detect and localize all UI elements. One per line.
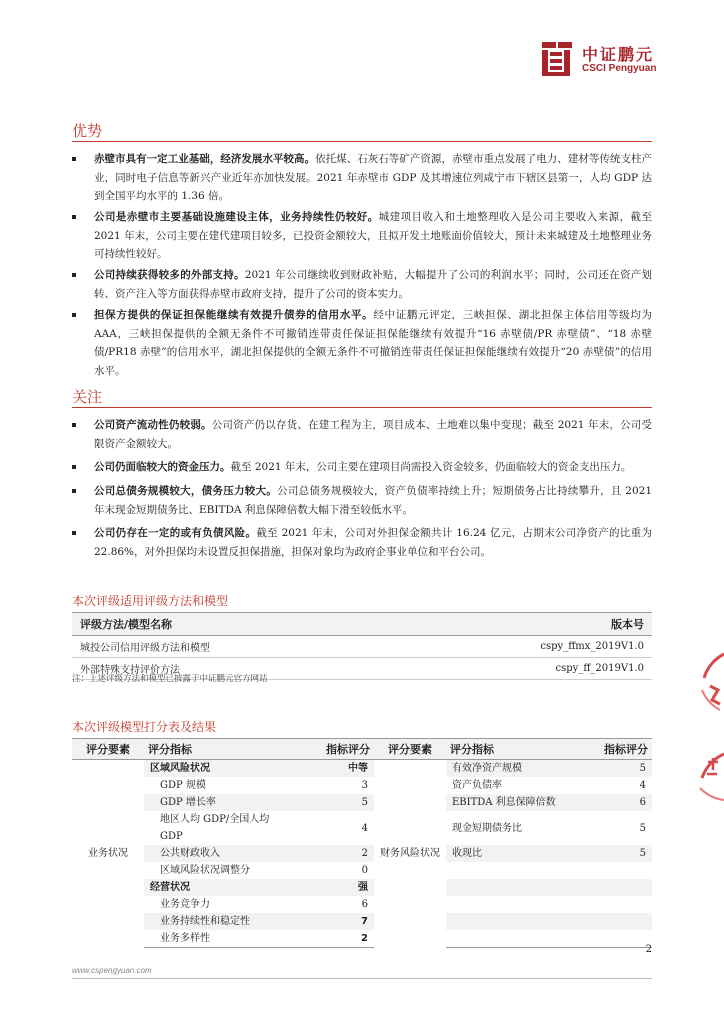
bullet-icon: [72, 423, 76, 427]
company-logo: [540, 40, 680, 80]
indicator-label: 经营状况: [150, 882, 190, 893]
concerns-divider: [72, 407, 652, 408]
group-label-business: 业务状况: [72, 760, 144, 948]
indicator-score: 6: [361, 899, 368, 910]
column-header: 评分要素: [374, 739, 446, 760]
bullet-icon: [72, 465, 76, 469]
strength-item-2: [72, 208, 652, 264]
table-row: [72, 845, 652, 862]
empty-cell: [446, 862, 582, 879]
indicator-label: 区域风险状况调整分: [160, 865, 250, 876]
method-name-cell: 城投公司信用评级方法和模型: [72, 636, 391, 658]
indicator-score: 4: [639, 780, 646, 791]
empty-cell: [446, 879, 582, 896]
strength-item-3: [72, 266, 652, 303]
bullet-icon: [72, 531, 76, 535]
group-label-financial: 财务风险状况: [374, 760, 446, 948]
empty-cell: [582, 879, 652, 896]
scores-heading: 本次评级模型打分表及结果: [72, 720, 217, 734]
indicator-label: 现金短期债务比: [452, 822, 522, 834]
indicator-label: GDP 增长率: [160, 797, 216, 808]
concern-item-3: [72, 482, 652, 519]
strength-headline: 赤壁市具有一定工业基础，经济发展水平较高。: [94, 153, 316, 165]
strength-detail: 经中证鹏元评定，三峡担保、湖北担保主体信用等级均为 AAA，三峡担保提供的全额无条件不可撤销连带责任保证担保能继续有效提升“16 赤壁债/PR 赤壁债”、“18 赤壁债/PR18 赤壁”的信用水平，湖北担保提供的全额无条件不可撤销连带责任保证担保能继续有效提升“20 赤壁债”的信用水平。: [94, 309, 653, 377]
strength-headline: 公司持续获得较多的外部支持。: [94, 269, 245, 281]
table-row: [72, 636, 652, 658]
table-row: [72, 811, 652, 845]
concern-item-1: [72, 416, 652, 453]
empty-cell: [582, 896, 652, 913]
table-row: [72, 913, 652, 930]
table-row: [72, 879, 652, 896]
strength-item-4: [72, 306, 652, 380]
table-row: [72, 794, 652, 811]
table-row: [72, 760, 652, 778]
table-row: [72, 777, 652, 794]
indicator-score: 中等: [348, 763, 368, 774]
indicator-score: 5: [639, 822, 646, 834]
company-seal-icon: [690, 650, 724, 820]
indicator-score: 6: [639, 797, 646, 808]
concern-headline: 公司总债务规模较大，债务压力较大。: [94, 485, 278, 497]
footer-website: www.cspengyuan.com: [72, 966, 152, 975]
method-version-cell: cspy_ffmx_2019V1.0: [391, 636, 652, 658]
strength-item-1: [72, 150, 652, 206]
table-row: [72, 896, 652, 913]
strengths-heading: 优势: [72, 122, 103, 140]
indicator-score: 3: [361, 780, 368, 791]
indicator-score: 5: [639, 763, 646, 774]
indicator-label: 资产负债率: [452, 780, 502, 791]
column-header: 评分指标: [446, 739, 582, 760]
indicator-score: 2: [294, 930, 374, 948]
logo-english-name: CSCI Pengyuan: [582, 63, 657, 74]
indicator-score: 5: [639, 848, 646, 859]
column-header-version: 版本号: [391, 613, 652, 636]
empty-cell: [582, 862, 652, 879]
method-name-cell: 外部特殊支持评价方法: [72, 658, 391, 680]
indicator-score: 强: [358, 882, 368, 893]
indicator-score: 5: [361, 797, 368, 808]
strength-headline: 担保方提供的保证担保能继续有效提升债券的信用水平。: [94, 309, 374, 321]
table-header-row: [72, 739, 652, 760]
method-version-cell: cspy_ff_2019V1.0: [391, 658, 652, 680]
indicator-score: 0: [361, 865, 368, 876]
empty-cell: [582, 930, 652, 948]
strength-detail: 依托煤、石灰石等矿产资源，赤壁市重点发展了电力、建材等传统支柱产业，同时电子信息等新兴产业近年亦加快发展。2021 年赤壁市 GDP 及其增速位列咸宁市下辖区县第一，人均 GDP 达到全国平均水平的 1.36 倍。: [94, 153, 653, 202]
concern-detail: 截至 2021 年末，公司主要在建项目尚需投入资金较多，仍面临较大的资金支出压力。: [230, 461, 632, 473]
bullet-icon: [72, 489, 76, 493]
rating-score-table: [72, 738, 652, 948]
indicator-label: 业务持续性和稳定性: [160, 916, 250, 927]
page-number: 2: [645, 944, 652, 955]
concerns-heading: 关注: [72, 388, 103, 406]
indicator-label: 地区人均 GDP/全国人均 GDP: [160, 814, 270, 842]
column-header: 指标评分: [294, 739, 374, 760]
strengths-divider: [72, 141, 652, 142]
strength-detail: 城建项目收入和土地整理收入是公司主要收入来源，截至 2021 年末，公司主要在建代建项目较多，已投资金额较大，且拟开发土地账面价值较大，预计未来城建及土地整理业务可持续性较好。: [94, 211, 653, 260]
bullet-icon: [72, 157, 76, 161]
concern-detail: 公司资产仍以存货、在建工程为主，项目成本、土地难以集中变现；截至 2021 年末，公司受限资产金额较大。: [94, 419, 653, 450]
column-header: 评分要素: [72, 739, 144, 760]
pengyuan-logo-icon: [540, 40, 574, 78]
empty-cell: [446, 930, 582, 948]
empty-cell: [446, 913, 582, 930]
bullet-icon: [72, 313, 76, 317]
methods-footnote: 注：上述评级方法和模型已披露于中证鹏元官方网站: [72, 674, 268, 684]
concern-detail: 截至 2021 年末，公司对外担保金额共计 16.24 亿元，占期末公司净资产的比重为 22.86%，对外担保均未设置反担保措施，担保对象均为政府企事业单位和平台公司。: [94, 527, 653, 558]
concern-item-2: [72, 458, 652, 477]
bullet-icon: [72, 273, 76, 277]
column-header: 指标评分: [582, 739, 652, 760]
concern-detail: 公司总债务规模较大，资产负债率持续上升；短期债务占比持续攀升，且 2021 年末现金短期债务比、EBITDA 利息保障倍数大幅下滑至较低水平。: [94, 485, 653, 516]
strength-detail: 2021 年公司继续收到财政补贴，大幅提升了公司的利润水平；同时，公司还在资产划转、资产注入等方面获得赤壁市政府支持，提升了公司的资本实力。: [94, 269, 652, 300]
concern-headline: 公司资产流动性仍较弱。: [94, 419, 212, 431]
bullet-icon: [72, 215, 76, 219]
indicator-label: 公共财政收入: [160, 848, 220, 859]
indicator-score: 4: [361, 822, 368, 834]
concern-headline: 公司仍存在一定的或有负债风险。: [94, 527, 257, 539]
logo-chinese-name: 中证鹏元: [582, 45, 655, 64]
indicator-label: GDP 规模: [160, 780, 206, 791]
table-row: [72, 930, 652, 948]
indicator-score: 7: [361, 916, 368, 927]
concern-headline: 公司仍面临较大的资金压力。: [94, 461, 231, 473]
table-header-row: [72, 613, 652, 636]
methods-heading: 本次评级适用评级方法和模型: [72, 594, 229, 608]
indicator-label: 业务竞争力: [160, 899, 210, 910]
empty-cell: [582, 913, 652, 930]
strength-headline: 公司是赤壁市主要基础设施建设主体，业务持续性仍较好。: [94, 211, 379, 223]
indicator-score: 2: [361, 848, 368, 859]
table-row: [72, 862, 652, 879]
column-header-method-name: 评级方法/模型名称: [72, 613, 391, 636]
concern-item-4: [72, 524, 652, 561]
indicator-label: EBITDA 利息保障倍数: [452, 797, 556, 808]
empty-cell: [446, 896, 582, 913]
indicator-label: 业务多样性: [144, 930, 294, 948]
indicator-label: 区域风险状况: [150, 763, 210, 774]
footer-divider: [72, 978, 652, 979]
rating-methods-table: [72, 612, 652, 680]
indicator-label: 有效净资产规模: [452, 763, 522, 774]
indicator-label: 收现比: [452, 848, 482, 859]
column-header: 评分指标: [144, 739, 294, 760]
